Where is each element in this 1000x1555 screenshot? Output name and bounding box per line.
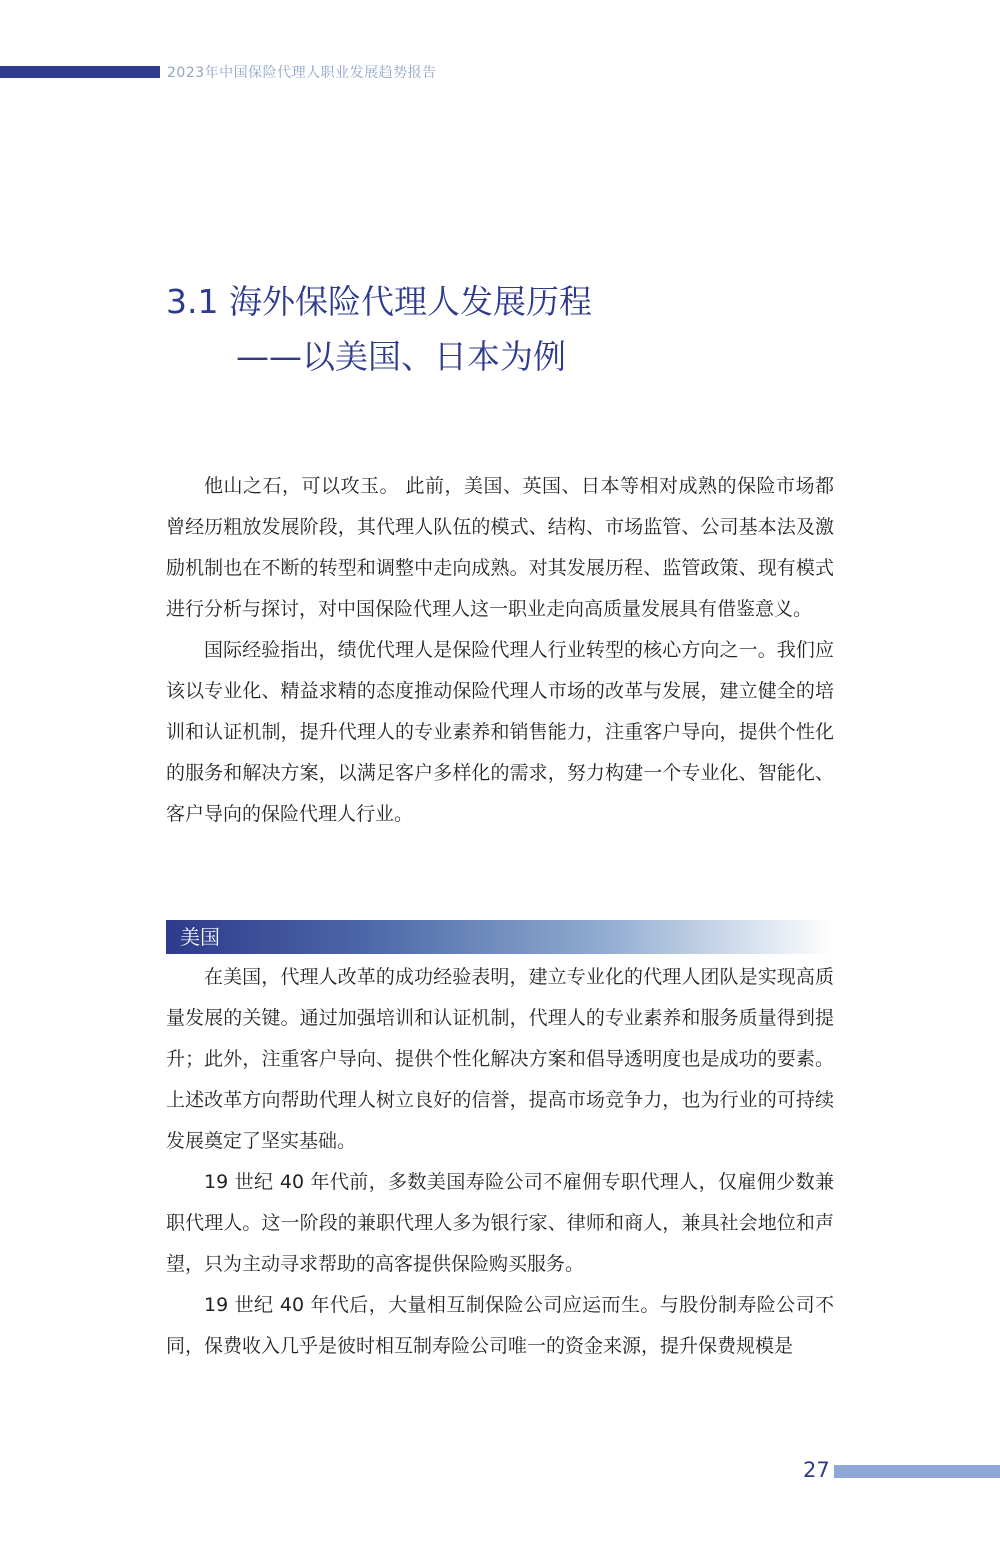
section-subtitle: ——以美国、日本为例 <box>236 337 566 376</box>
usa-text-block <box>166 957 834 1367</box>
footer-accent-bar <box>834 1465 1000 1478</box>
page-number: 27 <box>803 1458 830 1482</box>
section-title: 3.1 海外保险代理人发展历程 <box>166 282 592 321</box>
report-header-title: 2023年中国保险代理人职业发展趋势报告 <box>167 65 437 81</box>
subsection-heading: 美国 <box>180 925 220 949</box>
usa-paragraph-3: 19 世纪 40 年代后，大量相互制保险公司应运而生。与股份制寿险公司不同，保费收入几乎是彼时相互制寿险公司唯一的资金来源，提升保费规模是 <box>166 1294 834 1357</box>
header-accent-bar <box>0 66 160 78</box>
intro-text-block <box>166 466 834 835</box>
intro-paragraph-2: 国际经验指出，绩优代理人是保险代理人行业转型的核心方向之一。我们应该以专业化、精益求精的态度推动保险代理人市场的改革与发展，建立健全的培训和认证机制，提升代理人的专业素养和销售能力，注重客户导向，提供个性化的服务和解决方案，以满足客户多样化的需求，努力构建一个专业化、智能化、客户导向的保险代理人行业。 <box>166 639 834 825</box>
subsection-heading-bar <box>166 920 834 954</box>
usa-paragraph-2: 19 世纪 40 年代前，多数美国寿险公司不雇佣专职代理人，仅雇佣少数兼职代理人。这一阶段的兼职代理人多为银行家、律师和商人，兼具社会地位和声望，只为主动寻求帮助的高客提供保险购买服务。 <box>166 1171 834 1275</box>
usa-paragraph-1: 在美国，代理人改革的成功经验表明，建立专业化的代理人团队是实现高质量发展的关键。通过加强培训和认证机制，代理人的专业素养和服务质量得到提升；此外，注重客户导向、提供个性化解决方案和倡导透明度也是成功的要素。上述改革方向帮助代理人树立良好的信誉，提高市场竞争力，也为行业的可持续发展奠定了坚实基础。 <box>166 966 834 1152</box>
intro-paragraph-1: 他山之石，可以攻玉。 此前，美国、英国、日本等相对成熟的保险市场都曾经历粗放发展阶段，其代理人队伍的模式、结构、市场监管、公司基本法及激励机制也在不断的转型和调整中走向成熟。对其发展历程、监管政策、现有模式进行分析与探讨，对中国保险代理人这一职业走向高质量发展具有借鉴意义。 <box>166 475 834 620</box>
